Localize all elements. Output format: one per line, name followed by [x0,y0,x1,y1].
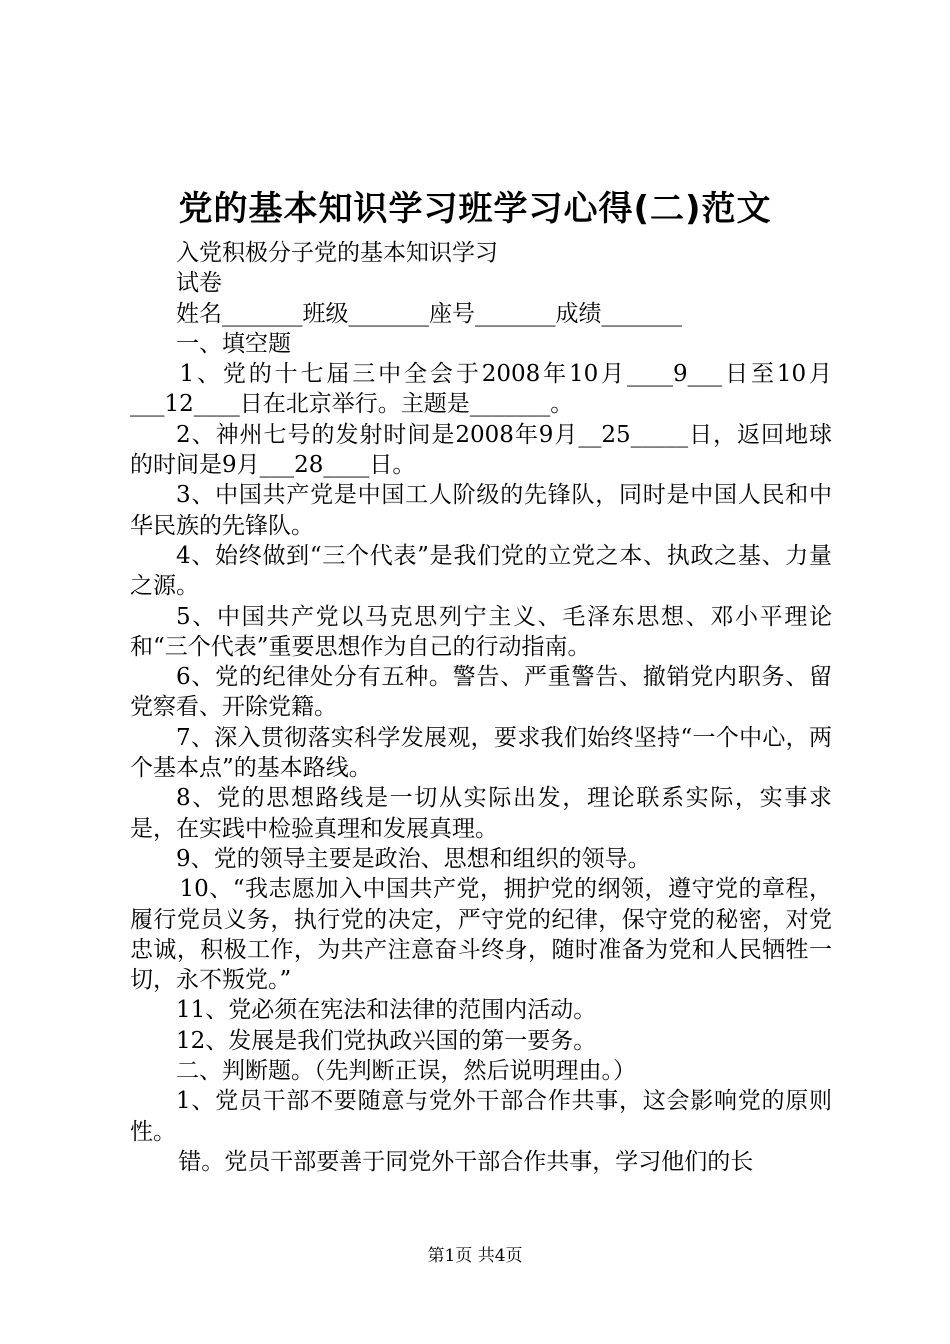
paragraph: 7、深入贯彻落实科学发展观，要求我们始终坚持“一个中心，两个基本点”的基本路线。 [130,724,832,782]
paragraph: 试卷 [176,270,222,297]
paragraph: 1、党员干部不要随意与党外干部合作共事，这会影响党的原则性。 [130,1088,832,1145]
paragraph: 2、神州七号的发射时间是2008年9月__25_____日，返回地球的时间是9月___28____日。 [130,421,832,479]
paragraph: 错。党员干部要善于同党外干部合作共事，学习他们的长 [178,1148,754,1175]
paragraph: 6、党的纪律处分有五种。警告、严重警告、撤销党内职务、留党察看、开除党籍。 [130,664,832,721]
paragraph: 12、发展是我们党执政兴国的第一要务。 [176,1027,597,1054]
paragraph: 5、中国共产党以马克思列宁主义、毛泽东思想、邓小平理论和“三个代表”重要思想作为自己的行动指南。 [130,603,832,660]
paragraph: 一、填空题 [176,330,291,357]
paragraph: 9、党的领导主要是政治、思想和组织的领导。 [176,845,651,872]
paragraph: 3、中国共产党是中国工人阶级的先锋队，同时是中国人民和中华民族的先锋队。 [130,482,832,539]
paragraph: 4、始终做到“三个代表”是我们党的立党之本、执政之基、力量之源。 [130,542,832,600]
paragraph: 入党积极分子党的基本知识学习 [176,240,498,266]
page-footer: 第1页 共4页 [427,1246,523,1266]
paragraph: 1、党的十七届三中全会于2008年10月____9___日至10月___12____日在北京举行。主题是_______。 [130,361,832,418]
document-body [130,238,832,1177]
document-title: 党的基本知识学习班学习心得(二)范文 [178,189,772,229]
paragraph: 8、党的思想路线是一切从实际出发，理论联系实际，实事求是，在实践中检验真理和发展真理。 [130,785,832,842]
paragraph: 姓名_______班级_______座号_______成绩_______ [176,300,682,327]
paragraph: 二、判断题。（先判断正误，然后说明理由。） [176,1058,636,1085]
paragraph: 11、党必须在宪法和法律的范围内活动。 [176,997,597,1024]
paragraph: 10、“我志愿加入中国共产党，拥护党的纲领，遵守党的章程，履行党员义务，执行党的决定，严守党的纪律，保守党的秘密，对党忠诚，积极工作，为共产注意奋斗终身，随时准备为党和人民牺牲一切，永不叛党。” [130,876,832,994]
